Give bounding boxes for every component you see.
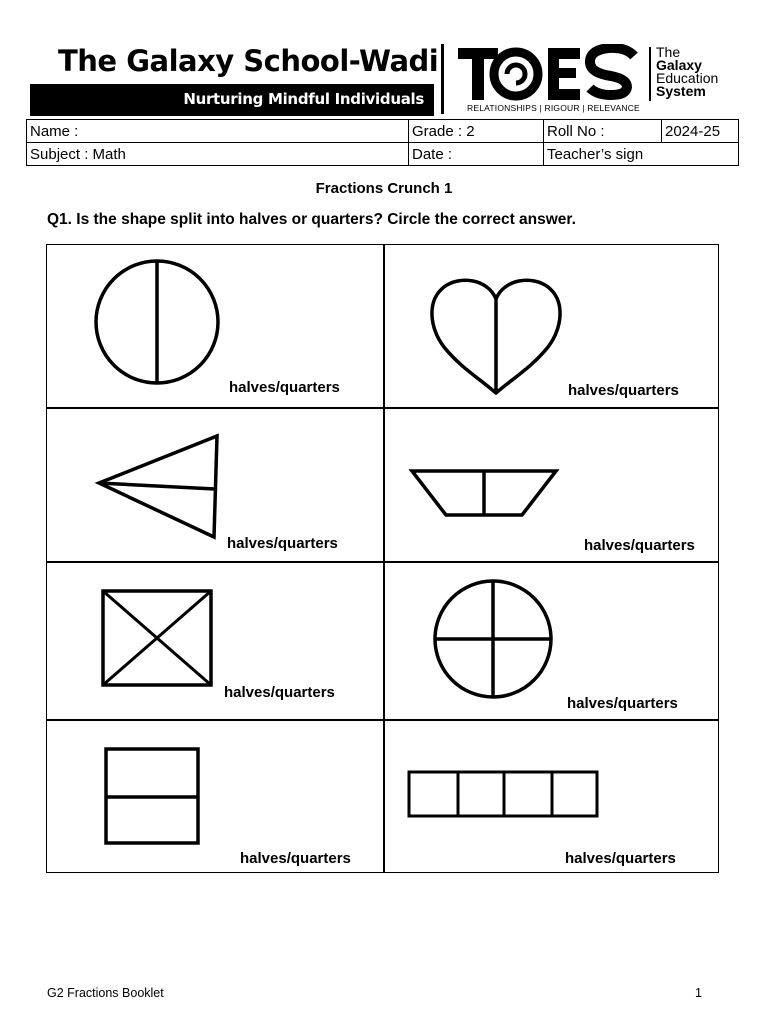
worksheet-title: Fractions Crunch 1 <box>315 180 453 197</box>
logo-motto: RELATIONSHIPS | RIGOUR | RELEVANCE <box>467 103 640 113</box>
tges-logo <box>456 44 641 104</box>
cell-rectangle-quarters <box>384 720 719 873</box>
student-info-table <box>26 119 739 166</box>
cell-heart-halves <box>384 245 719 407</box>
cell-triangle-halves <box>47 408 383 561</box>
school-header <box>30 44 439 116</box>
info-row-1 <box>27 120 739 143</box>
shapes-grid <box>46 244 719 873</box>
triangle-halved-shape <box>97 434 221 540</box>
answer-choice[interactable]: halves/quarters <box>227 535 338 552</box>
system-line3: Education <box>656 70 719 86</box>
tges-logo-icon <box>456 44 641 104</box>
circle-halved-shape <box>93 257 221 387</box>
tagline: Nurturing Mindful Individuals <box>183 90 424 108</box>
answer-choice[interactable]: halves/quarters <box>567 695 678 712</box>
trapezoid-halved-shape <box>410 468 558 518</box>
answer-choice[interactable]: halves/quarters <box>565 850 676 867</box>
system-line2: Galaxy <box>656 57 702 73</box>
cell-circle-quarters <box>384 562 719 719</box>
rectangle-halved-shape <box>104 747 200 845</box>
rectangle-quartered-shape <box>407 770 599 818</box>
teacher-sign-field[interactable]: Teacher’s sign <box>544 143 739 166</box>
tagline-bar <box>30 84 434 116</box>
answer-choice[interactable]: halves/quarters <box>584 537 695 554</box>
answer-choice[interactable]: halves/quarters <box>224 684 335 701</box>
cell-square-quarters <box>47 562 383 719</box>
school-name: The Galaxy School-Wadi <box>58 44 439 78</box>
date-field[interactable]: Date : <box>409 143 544 166</box>
system-line4: System <box>656 83 706 99</box>
galaxy-education-system <box>656 46 718 98</box>
footer-booklet-name: G2 Fractions Booklet <box>47 986 164 1000</box>
subject-field: Subject : Math <box>27 143 409 166</box>
academic-year: 2024-25 <box>662 120 739 143</box>
answer-choice[interactable]: halves/quarters <box>240 850 351 867</box>
cell-circle-halves <box>47 245 383 407</box>
logo-divider <box>649 47 651 101</box>
cell-rectangle-halves <box>47 720 383 873</box>
info-row-2 <box>27 143 739 166</box>
square-diagonal-shape <box>101 589 213 687</box>
grade-field: Grade : 2 <box>409 120 544 143</box>
roll-no-field[interactable]: Roll No : <box>544 120 662 143</box>
heart-halved-shape <box>430 277 562 395</box>
name-field[interactable]: Name : <box>27 120 409 143</box>
answer-choice[interactable]: halves/quarters <box>229 379 340 396</box>
page-number: 1 <box>695 986 702 1000</box>
header-divider <box>441 44 444 114</box>
question-1: Q1. Is the shape split into halves or quarters? Circle the correct answer. <box>47 211 576 228</box>
system-line1: The <box>656 44 681 60</box>
cell-trapezoid-halves <box>384 408 719 561</box>
circle-quartered-shape <box>432 578 554 700</box>
answer-choice[interactable]: halves/quarters <box>568 382 679 399</box>
